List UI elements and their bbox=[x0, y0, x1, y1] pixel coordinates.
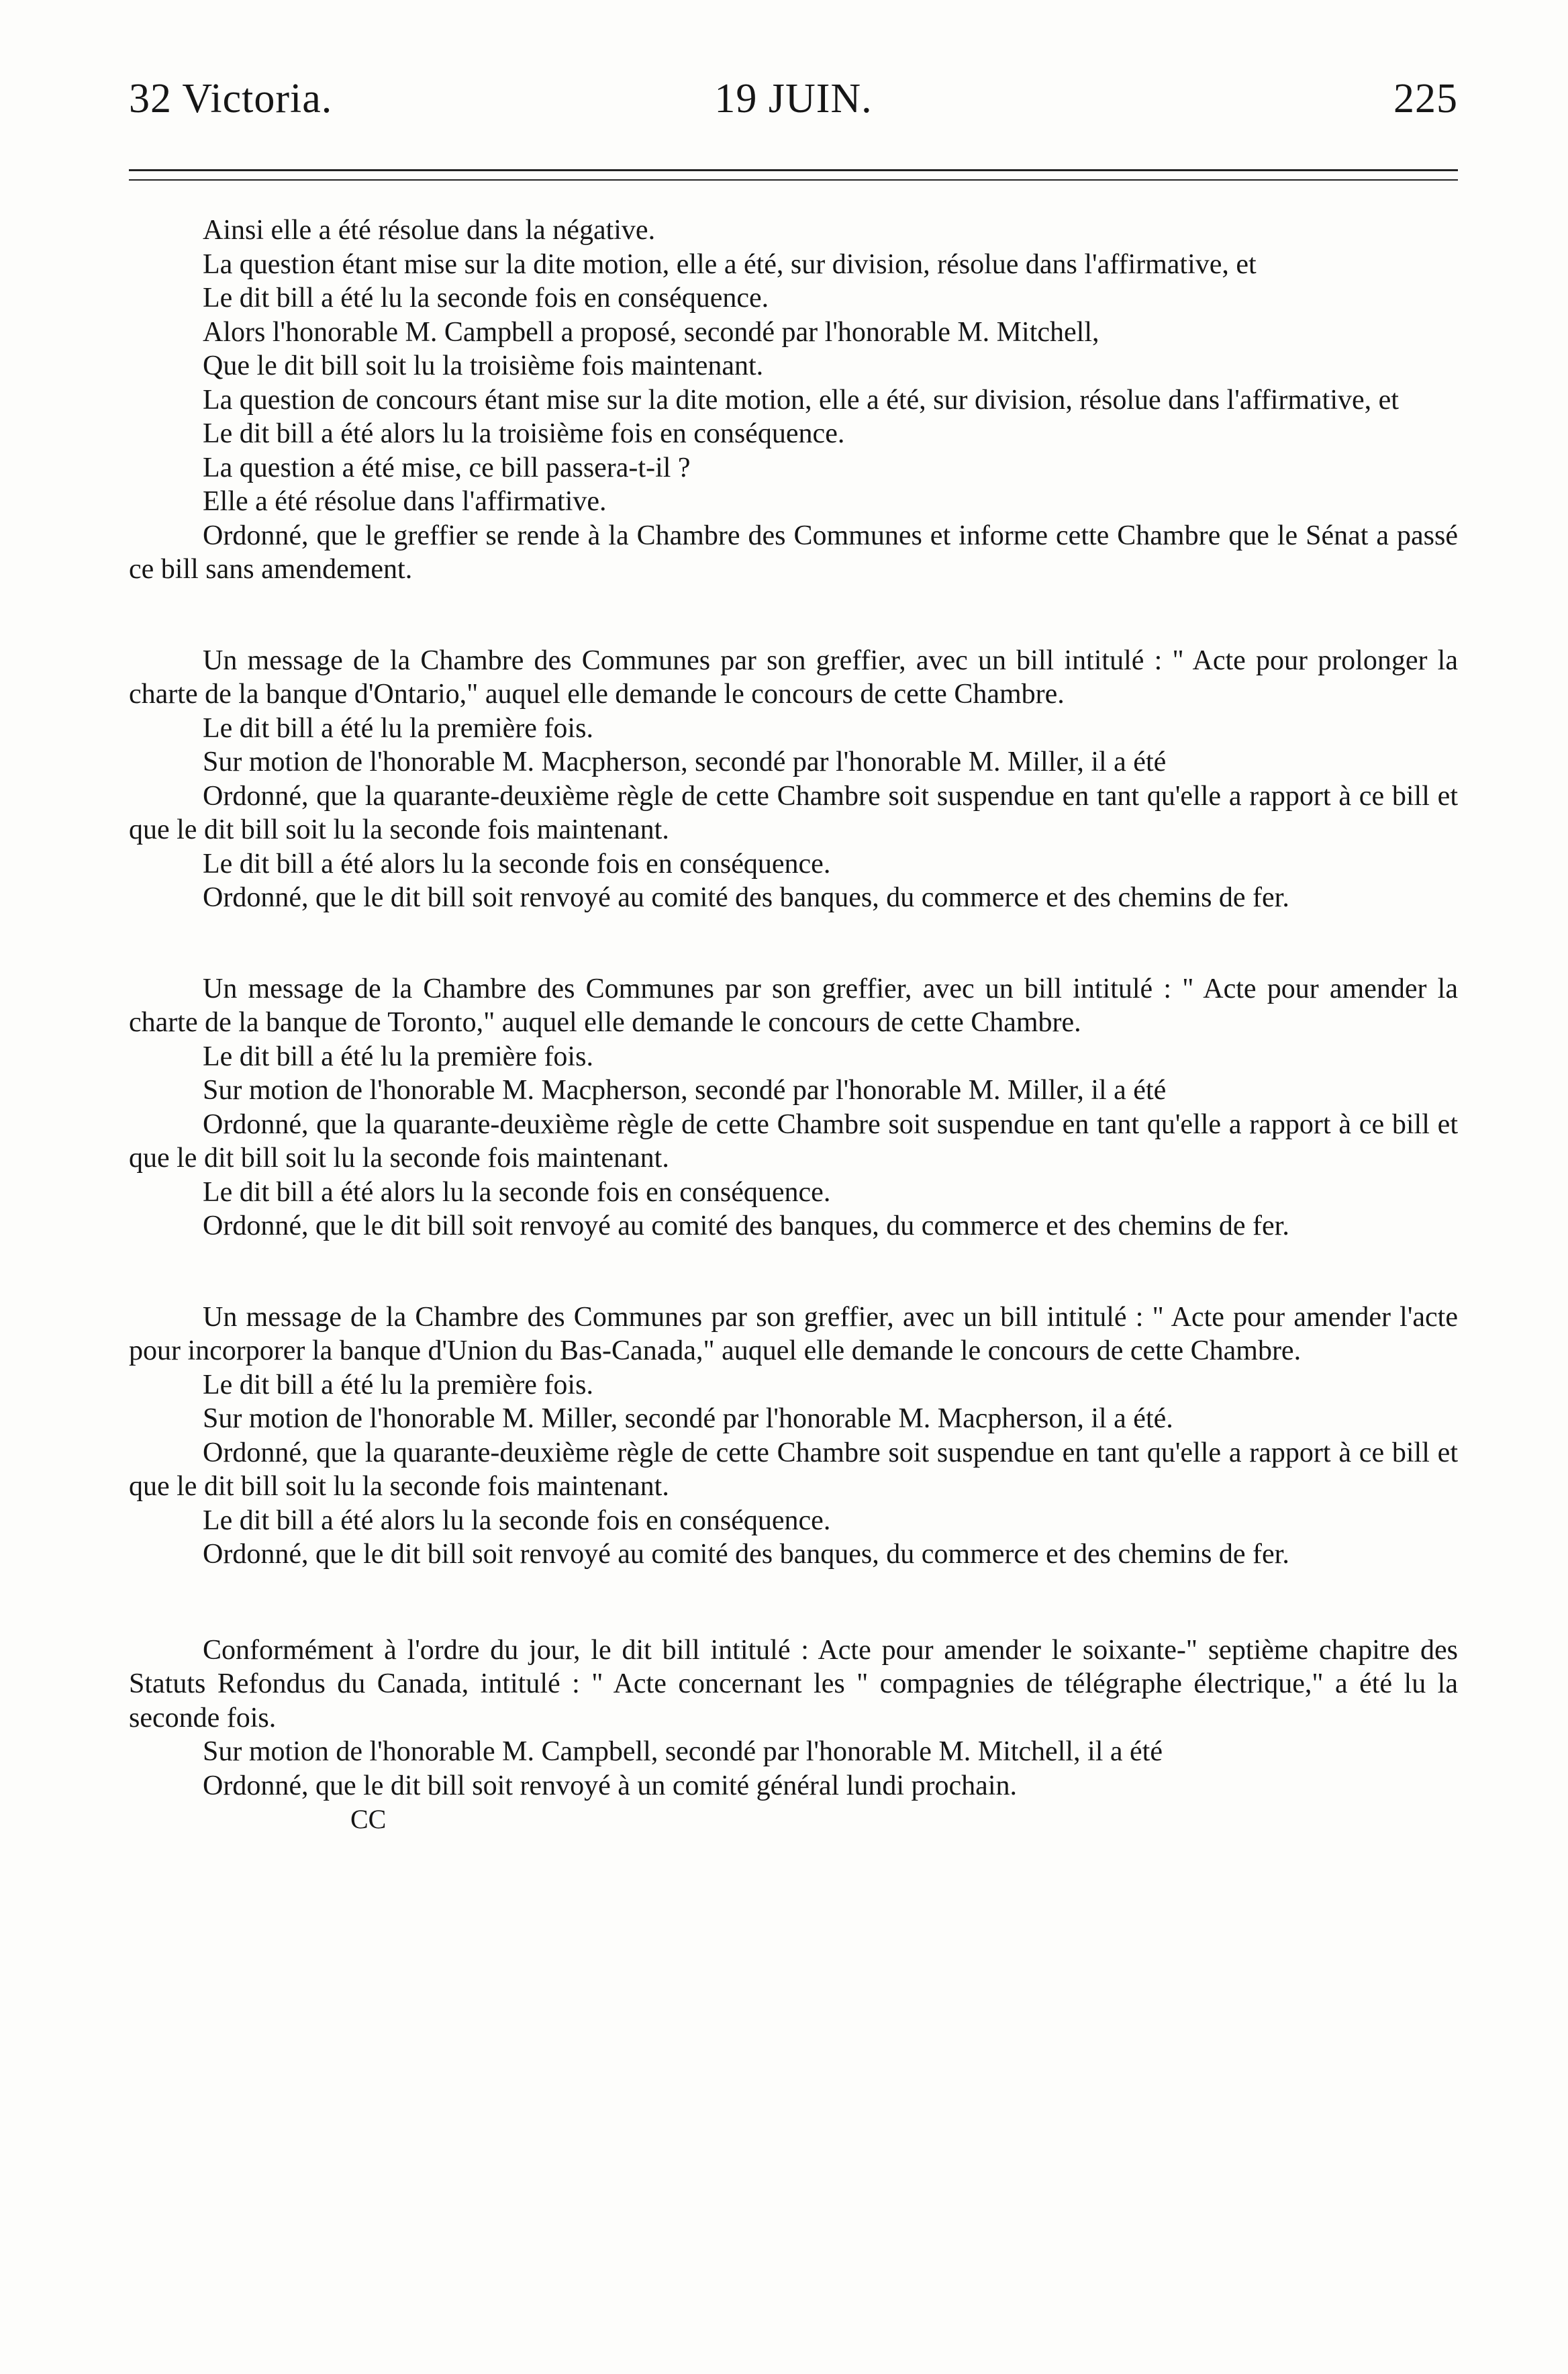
paragraph: Elle a été résolue dans l'affirmative. bbox=[203, 486, 607, 517]
paragraph: Un message de la Chambre des Communes par son greffier, avec un bill intitulé : " Acte pour amender l'acte pour incorporer la banque d'Union du Bas-Canada," auquel elle demande le concours de cette Chambre. bbox=[129, 1301, 1458, 1366]
running-header bbox=[129, 75, 1458, 136]
paragraph: Un message de la Chambre des Communes par son greffier, avec un bill intitulé : " Acte pour amender la charte de la banque de Toronto," auquel elle demande le concours de cette Chambre. bbox=[129, 973, 1458, 1038]
signature-mark: CC bbox=[350, 1804, 387, 1834]
paragraph: Le dit bill a été alors lu la troisième fois en conséquence. bbox=[203, 418, 845, 449]
paragraph: Le dit bill a été lu la seconde fois en conséquence. bbox=[203, 283, 769, 314]
paragraph: Que le dit bill soit lu la troisième fois maintenant. bbox=[203, 350, 764, 381]
header-double-rule bbox=[129, 169, 1458, 181]
paragraph: Ordonné, que le dit bill soit renvoyé au comité des banques, du commerce et des chemins de fer. bbox=[203, 1210, 1289, 1241]
paragraph: Le dit bill a été lu la première fois. bbox=[203, 1369, 593, 1400]
section-bill-third-reading bbox=[129, 213, 1458, 587]
paragraph: Ordonné, que la quarante-deuxième règle de cette Chambre soit suspendue en tant qu'elle a rapport à ce bill et que le dit bill soit lu la seconde fois maintenant. bbox=[129, 1437, 1458, 1502]
paragraph: Ainsi elle a été résolue dans la négative. bbox=[203, 215, 656, 246]
paragraph: Ordonné, que la quarante-deuxième règle de cette Chambre soit suspendue en tant qu'elle a rapport à ce bill et que le dit bill soit lu la seconde fois maintenant. bbox=[129, 780, 1458, 845]
paragraph: Ordonné, que la quarante-deuxième règle de cette Chambre soit suspendue en tant qu'elle a rapport à ce bill et que le dit bill soit lu la seconde fois maintenant. bbox=[129, 1108, 1458, 1174]
paragraph: Sur motion de l'honorable M. Campbell, secondé par l'honorable M. Mitchell, il a été bbox=[203, 1736, 1163, 1767]
header-session: 32 Victoria. bbox=[129, 76, 333, 122]
section-ontario-bank-bill bbox=[129, 644, 1458, 915]
section-telegraph-bill bbox=[129, 1633, 1458, 1803]
paragraph: Le dit bill a été lu la première fois. bbox=[203, 712, 593, 744]
paragraph: La question a été mise, ce bill passera-t-il ? bbox=[203, 452, 691, 483]
paragraph: Conformément à l'ordre du jour, le dit bill intitulé : Acte pour amender le soixante-" septième chapitre des Statuts Refondus du Canada, intitulé : " Acte concernant les " compagnies de télégraphe électrique," a été lu la seconde fois. bbox=[129, 1634, 1458, 1734]
paragraph: La question étant mise sur la dite motion, elle a été, sur division, résolue dans l'affirmative, et bbox=[203, 248, 1257, 280]
paragraph: Ordonné, que le dit bill soit renvoyé au comité des banques, du commerce et des chemins de fer. bbox=[203, 1539, 1289, 1570]
paragraph: Sur motion de l'honorable M. Macpherson, secondé par l'honorable M. Miller, il a été bbox=[203, 747, 1167, 777]
paragraph: Sur motion de l'honorable M. Macpherson, secondé par l'honorable M. Miller, il a été bbox=[203, 1075, 1167, 1106]
paragraph: Un message de la Chambre des Communes par son greffier, avec un bill intitulé : " Acte pour prolonger la charte de la banque d'Ontario," auquel elle demande le concours de cette Chambre. bbox=[129, 645, 1458, 710]
page-number: 225 bbox=[1393, 76, 1458, 122]
header-date: 19 JUIN. bbox=[714, 76, 873, 122]
paragraph: Alors l'honorable M. Campbell a proposé, secondé par l'honorable M. Mitchell, bbox=[203, 316, 1099, 348]
paragraph: La question de concours étant mise sur la dite motion, elle a été, sur division, résolue dans l'affirmative, et bbox=[203, 384, 1399, 416]
paragraph: Ordonné, que le greffier se rende à la Chambre des Communes et informe cette Chambre que le Sénat a passé ce bill sans amendement. bbox=[129, 520, 1458, 585]
page-body bbox=[129, 213, 1458, 1837]
section-union-bank-bill bbox=[129, 1300, 1458, 1572]
paragraph: Le dit bill a été alors lu la seconde fois en conséquence. bbox=[203, 1505, 831, 1536]
paragraph: Le dit bill a été alors lu la seconde fois en conséquence. bbox=[203, 848, 831, 880]
paragraph: Le dit bill a été lu la première fois. bbox=[203, 1041, 593, 1072]
paragraph: Le dit bill a été alors lu la seconde fois en conséquence. bbox=[203, 1176, 831, 1208]
section-toronto-bank-bill bbox=[129, 972, 1458, 1243]
paragraph: Ordonné, que le dit bill soit renvoyé à un comité général lundi prochain. bbox=[203, 1770, 1017, 1801]
paragraph: Ordonné, que le dit bill soit renvoyé au comité des banques, du commerce et des chemins de fer. bbox=[203, 882, 1289, 913]
paragraph: Sur motion de l'honorable M. Miller, secondé par l'honorable M. Macpherson, il a été. bbox=[203, 1403, 1173, 1434]
